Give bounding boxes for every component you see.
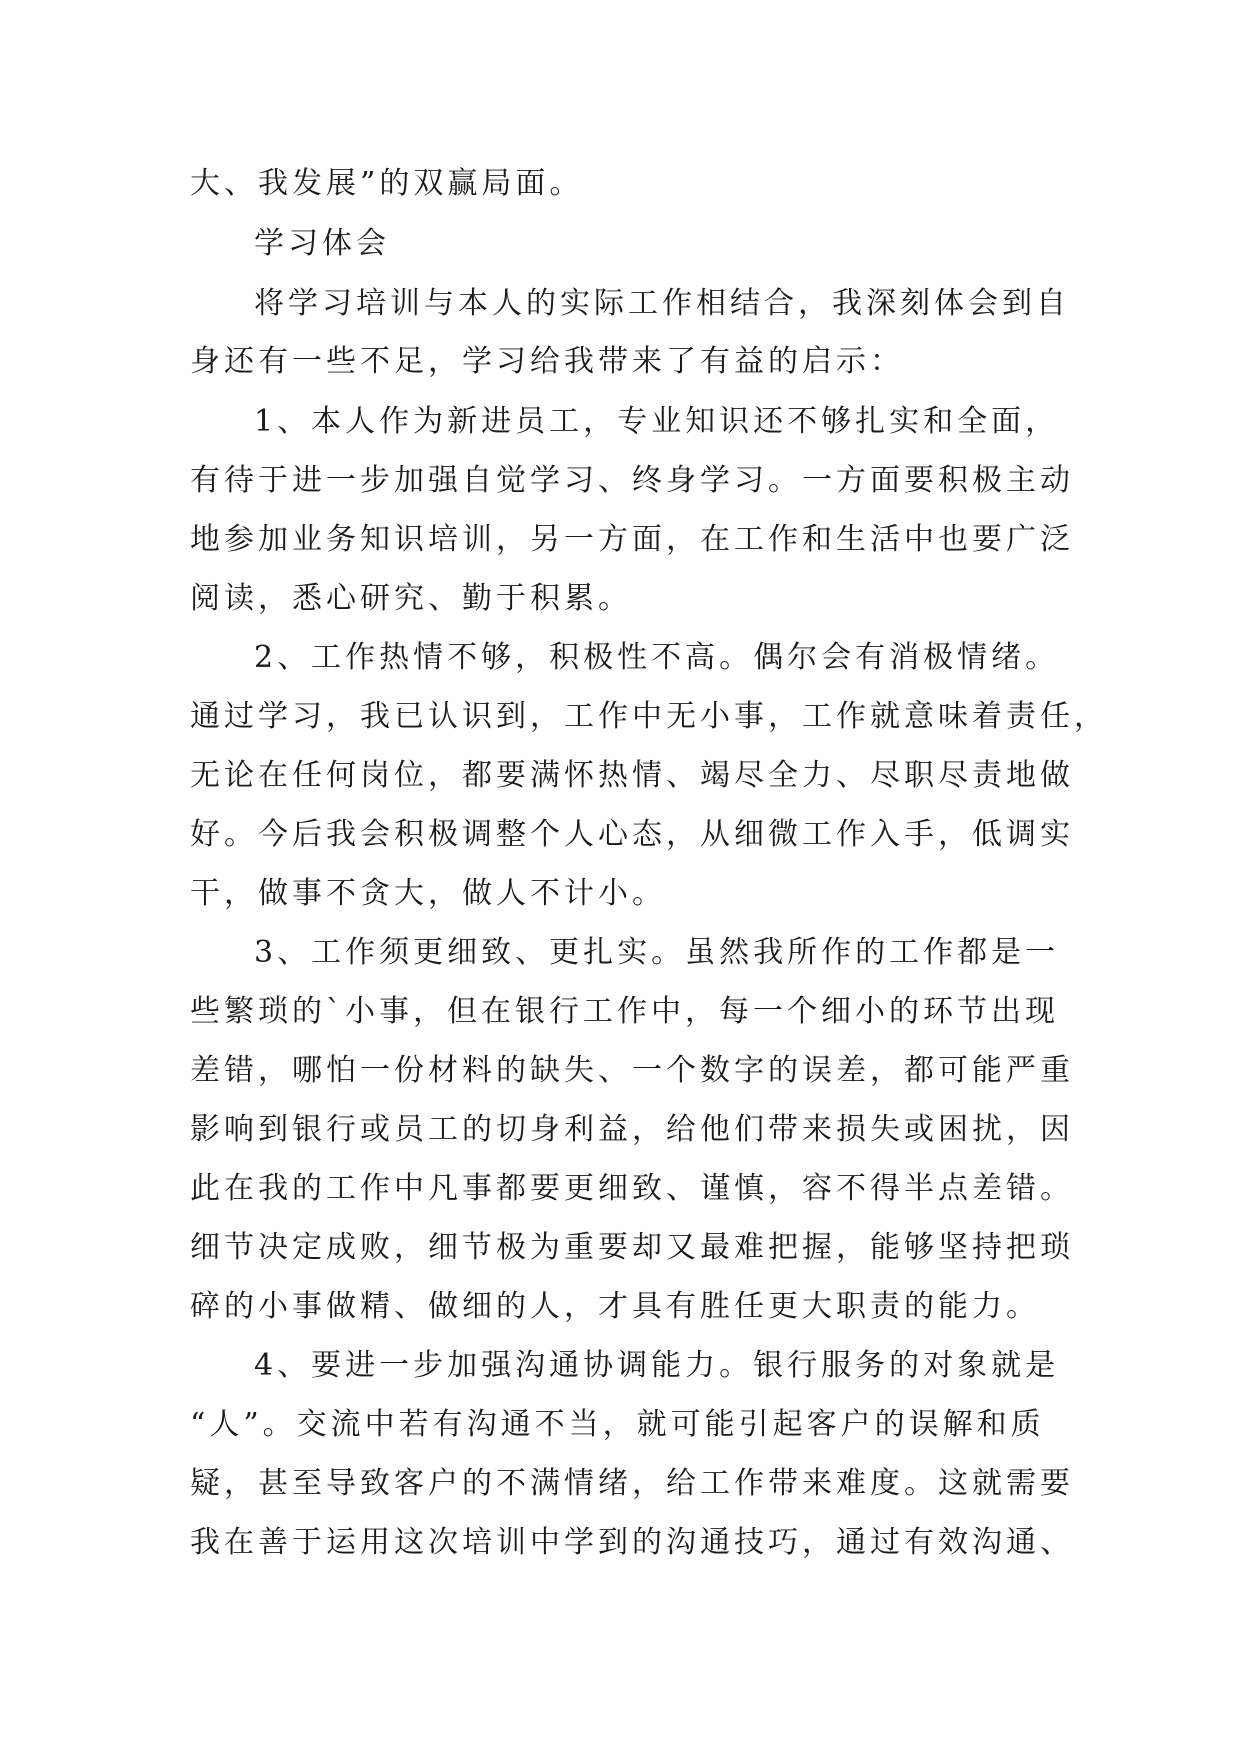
section-heading: 学习体会 (254, 226, 390, 261)
text-line: 好。今后我会积极调整个人心态，从细微工作入手，低调实 (190, 817, 1074, 852)
text-line: 将学习培训与本人的实际工作相结合，我深刻体会到自 (254, 286, 1070, 321)
text-line: 2、工作热情不够，积极性不高。偶尔会有消极情绪。 (254, 640, 1060, 675)
text-line: 碎的小事做精、做细的人，才具有胜任更大职责的能力。 (190, 1289, 1040, 1324)
text-line: 些繁琐的`小事，但在银行工作中，每一个细小的环节出现 (190, 994, 1059, 1029)
text-line: 地参加业务知识培训，另一方面，在工作和生活中也要广泛 (190, 522, 1074, 557)
text-line: 身还有一些不足，学习给我带来了有益的启示： (190, 344, 904, 379)
text-line: 无论在任何岗位，都要满怀热情、竭尽全力、尽职尽责地做 (190, 758, 1074, 793)
text-line: 此在我的工作中凡事都要更细致、谨慎，容不得半点差错。 (190, 1171, 1074, 1206)
text-line: 通过学习，我已认识到，工作中无小事，工作就意味着责任， (190, 699, 1108, 734)
text-line: 干，做事不贪大，做人不计小。 (190, 876, 666, 911)
text-line: 3、工作须更细致、更扎实。虽然我所作的工作都是一 (254, 935, 1060, 970)
text-line: 阅读，悉心研究、勤于积累。 (190, 581, 632, 616)
text-line: 细节决定成败，细节极为重要却又最难把握，能够坚持把琐 (190, 1230, 1074, 1265)
text-line: 大、我发展”的双赢局面。 (190, 166, 584, 201)
text-line: “人”。交流中若有沟通不当，就可能引起客户的误解和质 (190, 1407, 1045, 1442)
text-line: 疑，甚至导致客户的不满情绪，给工作带来难度。这就需要 (190, 1466, 1074, 1501)
text-line: 有待于进一步加强自觉学习、终身学习。一方面要积极主动 (190, 463, 1074, 498)
text-line: 影响到银行或员工的切身利益，给他们带来损失或困扰，因 (190, 1112, 1074, 1147)
text-line: 差错，哪怕一份材料的缺失、一个数字的误差，都可能严重 (190, 1053, 1074, 1088)
text-line: 我在善于运用这次培训中学到的沟通技巧，通过有效沟通、 (190, 1525, 1074, 1560)
text-line: 4、要进一步加强沟通协调能力。银行服务的对象就是 (254, 1348, 1060, 1383)
text-line: 1、本人作为新进员工，专业知识还不够扎实和全面， (254, 404, 1060, 439)
